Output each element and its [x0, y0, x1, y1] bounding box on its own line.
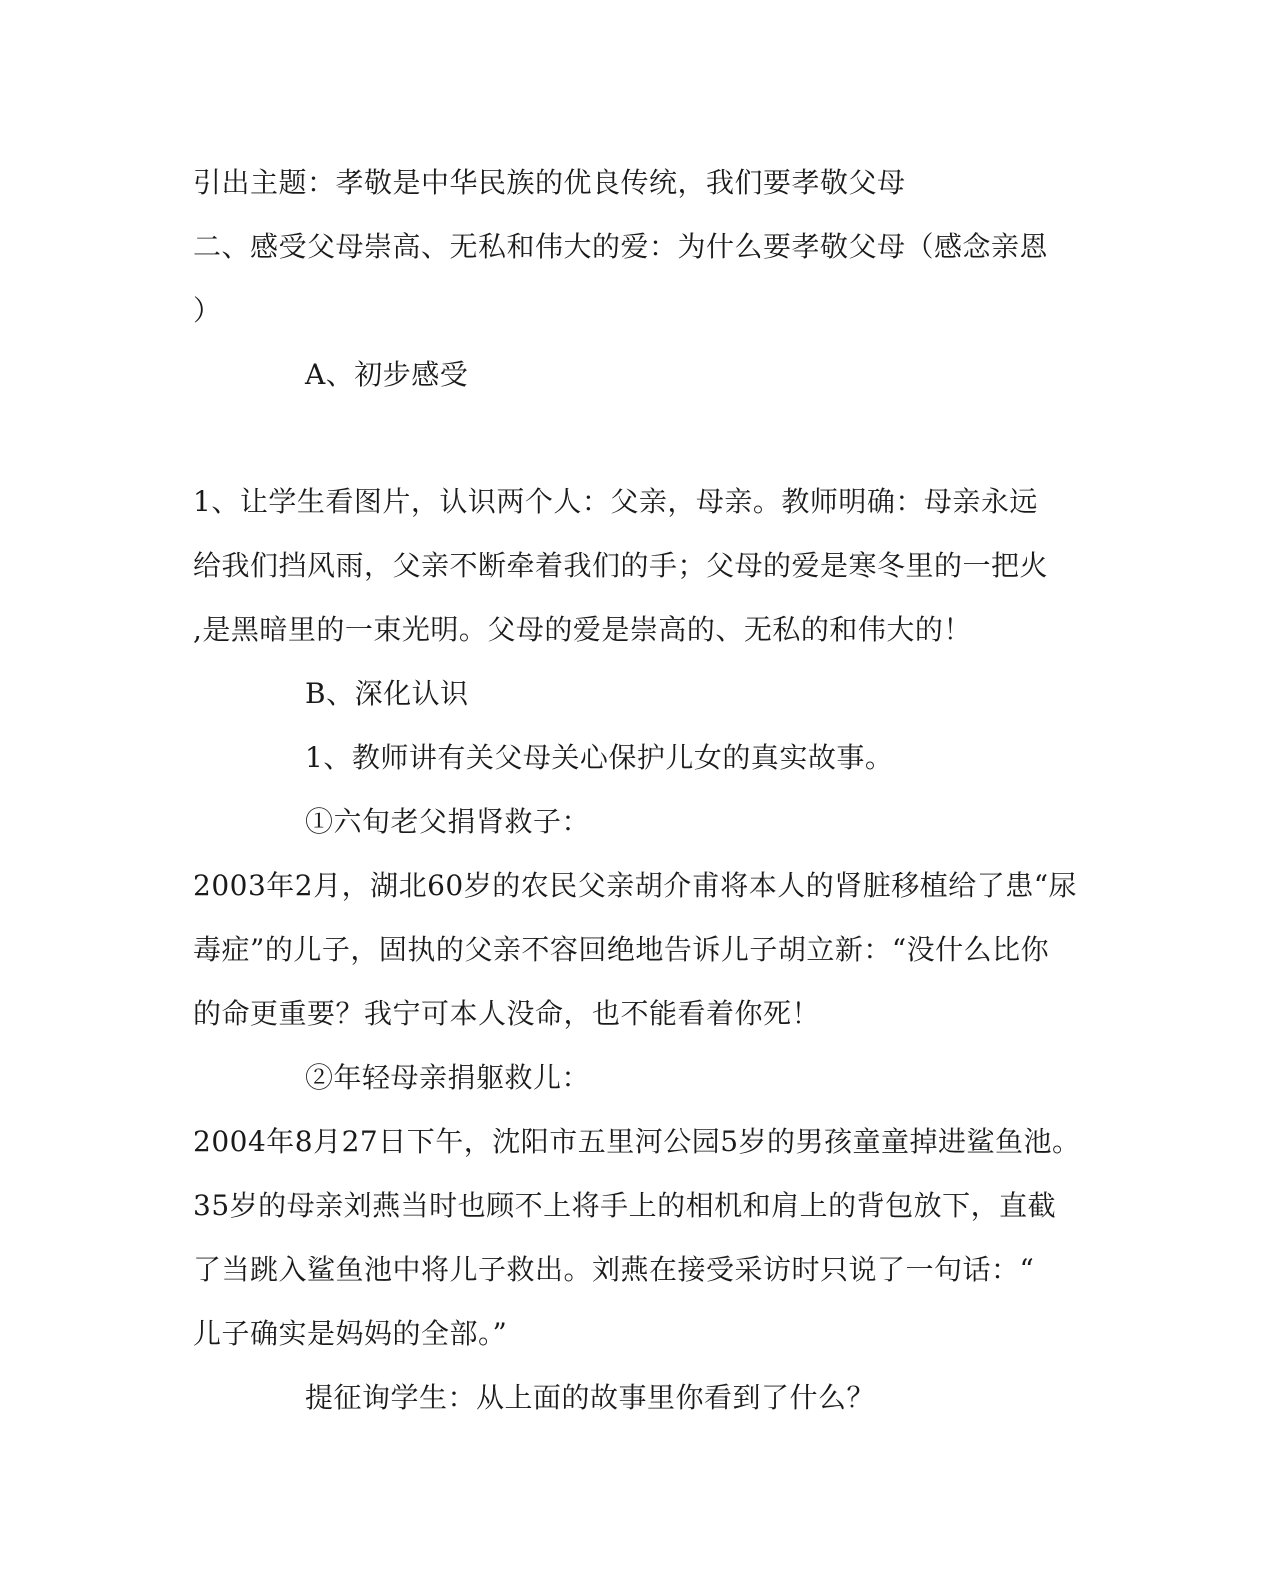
story-title-one: ①六旬老父捐肾救子： — [305, 805, 591, 838]
question-line: 提征询学生：从上面的故事里你看到了什么？ — [305, 1381, 876, 1414]
paragraph-line: ,是黑暗里的一束光明。父母的爱是崇高的、无私的和伟大的！ — [193, 613, 972, 646]
paragraph-line: 1、让学生看图片，认识两个人：父亲，母亲。教师明确：母亲永远 — [193, 485, 1038, 518]
paragraph-line: 的命更重要？我宁可本人没命，也不能看着你死！ — [193, 997, 821, 1030]
paragraph-line: 给我们挡风雨，父亲不断牵着我们的手；父母的爱是寒冬里的一把火 — [193, 549, 1049, 582]
paragraph-line: 毒症”的儿子，固执的父亲不容回绝地告诉儿子胡立新：“没什么比你 — [193, 933, 1050, 966]
list-item: 1、教师讲有关父母关心保护儿女的真实故事。 — [305, 741, 894, 774]
paragraph-line: 35岁的母亲刘燕当时也顾不上将手上的相机和肩上的背包放下，直截 — [193, 1189, 1057, 1222]
theme-line: 引出主题：孝敬是中华民族的优良传统，我们要孝敬父母 — [193, 166, 906, 199]
paragraph-line: 2004年8月27日下午，沈阳市五里河公园5岁的男孩童童掉进鲨鱼池。 — [193, 1125, 1081, 1158]
paragraph-line: 2003年2月，湖北60岁的农民父亲胡介甫将本人的肾脏移植给了患“尿 — [193, 869, 1078, 902]
subheading-a: A、初步感受 — [305, 358, 469, 391]
story-title-two: ②年轻母亲捐躯救儿： — [305, 1061, 591, 1094]
paragraph-line: 了当跳入鲨鱼池中将儿子救出。刘燕在接受采访时只说了一句话：“ — [193, 1253, 1035, 1286]
subheading-b: B、深化认识 — [305, 677, 469, 710]
paragraph-line: 儿子确实是妈妈的全部。” — [193, 1317, 508, 1350]
section-two-heading: 二、感受父母崇高、无私和伟大的爱：为什么要孝敬父母（感念亲恩 — [193, 230, 1049, 263]
section-two-heading-continued: ） — [193, 294, 222, 327]
